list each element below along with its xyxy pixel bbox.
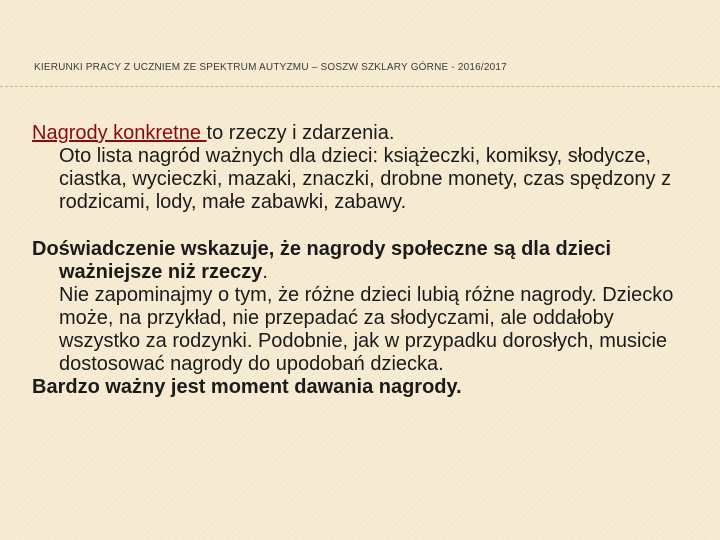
social-rewards-heading-end: .: [262, 261, 268, 283]
header-divider: [0, 86, 720, 87]
slide-header: KIERUNKI PRACY Z UCZNIEM ZE SPEKTRUM AUTYZMU – SOSZW SZKLARY GÓRNE - 2016/2017: [34, 62, 507, 73]
concrete-rewards-list: Oto lista nagród ważnych dla dzieci: książeczki, komiksy, słodycze, ciastka, wycieczki, mazaki, znaczki, drobne monety, czas spędzony z rodzicami, lody, małe zabawki, zabawy.: [59, 145, 672, 213]
reward-timing-paragraph: [32, 376, 700, 399]
social-rewards-heading: Doświadczenie wskazuje, że nagrody społeczne są dla dzieci ważniejsze niż rzeczy: [32, 238, 612, 283]
reward-timing-text: Bardzo ważny jest moment dawania nagrody.: [32, 376, 462, 398]
concrete-rewards-definition: to rzeczy i zdarzenia.: [206, 122, 395, 144]
concrete-rewards-term: Nagrody konkretne: [32, 122, 207, 144]
spacer: [32, 214, 700, 238]
rewards-social-paragraph: [32, 238, 700, 376]
social-rewards-body: Nie zapominajmy o tym, że różne dzieci lubią różne nagrody. Dziecko może, na przykład, nie przepadać za słodyczami, ale oddałoby wszystko za rodzynki. Podobnie, jak w przypadku dorosłych, musicie dostosować nagrody do upodobań dziecka.: [59, 284, 674, 375]
rewards-concrete-paragraph: [32, 122, 700, 214]
slide-content: [32, 122, 700, 399]
